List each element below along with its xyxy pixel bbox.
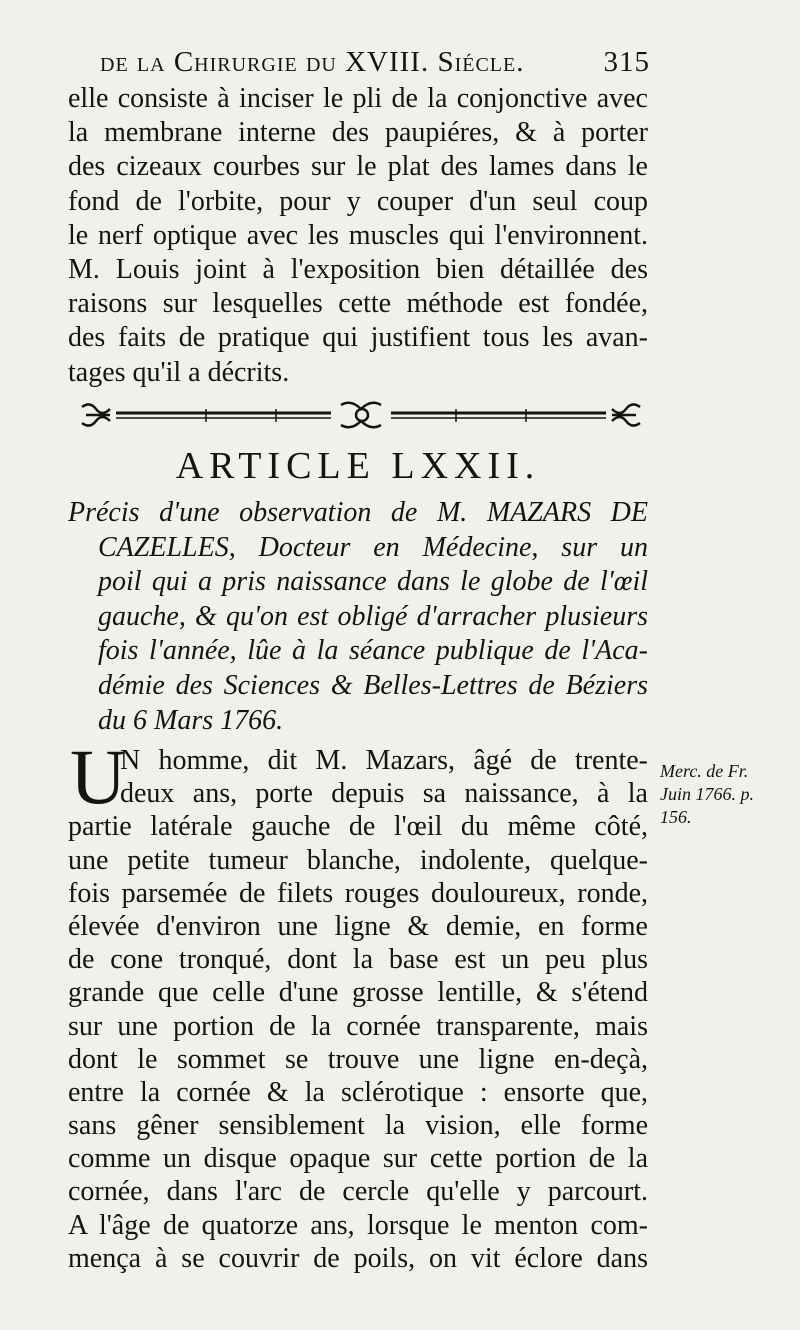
text-line: une petite tumeur blanche, indolente, quelque- (68, 844, 648, 876)
margin-note-line: Juin 1766. p. (660, 784, 754, 804)
text-line: comme un disque opaque sur cette portion de la (68, 1143, 648, 1175)
page-number: 315 (603, 46, 650, 78)
text-line: partie latérale gauche de l'œil du même côté, (68, 811, 648, 843)
text-line: sans gêner sensiblement la vision, elle forme (68, 1110, 648, 1142)
intro-paragraph (68, 82, 648, 390)
text-line: cornée, dans l'arc de cercle qu'elle y parcourt. (68, 1176, 648, 1208)
margin-note-line: Merc. de Fr. (660, 761, 749, 781)
text-line: fois l'année, lûe à la séance publique de l'Aca- (98, 635, 648, 667)
running-title: de la Chirurgie du XVIII. Siécle. (100, 46, 525, 78)
decorative-rule (76, 395, 646, 435)
text-line: de cone tronqué, dont la base est un peu plus (68, 944, 648, 976)
article-summary (68, 496, 648, 738)
text-line: grande que celle d'une grosse lentille, & s'étend (68, 977, 648, 1009)
text-line: fond de l'orbite, pour y couper d'un seul coup (68, 185, 648, 217)
text-line: entre la cornée & la sclérotique : ensorte que, (68, 1076, 648, 1108)
main-paragraph (68, 733, 648, 1275)
article-title: ARTICLE LXXII. (175, 445, 541, 487)
text-line: N homme, dit M. Mazars, âgé de trente- (120, 745, 648, 776)
running-header (100, 46, 650, 79)
text-line: gauche, & qu'on est obligé d'arracher plusieurs (98, 600, 648, 632)
margin-note-line: 156. (660, 807, 692, 827)
drop-cap: U (70, 733, 127, 820)
text-line: des faits de pratique qui justifient tous les avan- (68, 322, 648, 354)
text-line: démie des Sciences & Belles-Lettres de Béziers (98, 669, 648, 701)
margin-reference (660, 760, 795, 829)
text-line: des cizeaux courbes sur le plat des lames dans le (68, 151, 648, 183)
text-line: Précis d'une observation de M. MAZARS DE (68, 497, 648, 528)
text-line: tages qu'il a décrits. (68, 356, 290, 388)
text-line: sur une portion de la cornée transparente, mais (68, 1010, 648, 1042)
text-line: mença à se couvrir de poils, on vit éclore dans (68, 1242, 648, 1274)
text-line: du 6 Mars 1766. (98, 704, 284, 736)
text-line: M. Louis joint à l'exposition bien détaillée des (68, 253, 648, 285)
text-line: la membrane interne des paupiéres, & à porter (68, 117, 648, 149)
text-line: poil qui a pris naissance dans le globe de l'œil (98, 566, 648, 598)
text-line: CAZELLES, Docteur en Médecine, sur un (98, 531, 648, 563)
text-line: A l'âge de quatorze ans, lorsque le menton com- (68, 1209, 648, 1241)
text-line: élevée d'environ une ligne & demie, en forme (68, 910, 648, 942)
text-line: deux ans, porte depuis sa naissance, à la (120, 778, 648, 810)
text-line: le nerf optique avec les muscles qui l'environnent. (68, 219, 648, 251)
text-line: elle consiste à inciser le pli de la conjonctive avec (68, 83, 648, 114)
text-line: fois parsemée de filets rouges douloureux, ronde, (68, 877, 648, 909)
text-line: dont le sommet se trouve une ligne en-deçà, (68, 1043, 648, 1075)
text-line: raisons sur lesquelles cette méthode est fondée, (68, 288, 648, 320)
